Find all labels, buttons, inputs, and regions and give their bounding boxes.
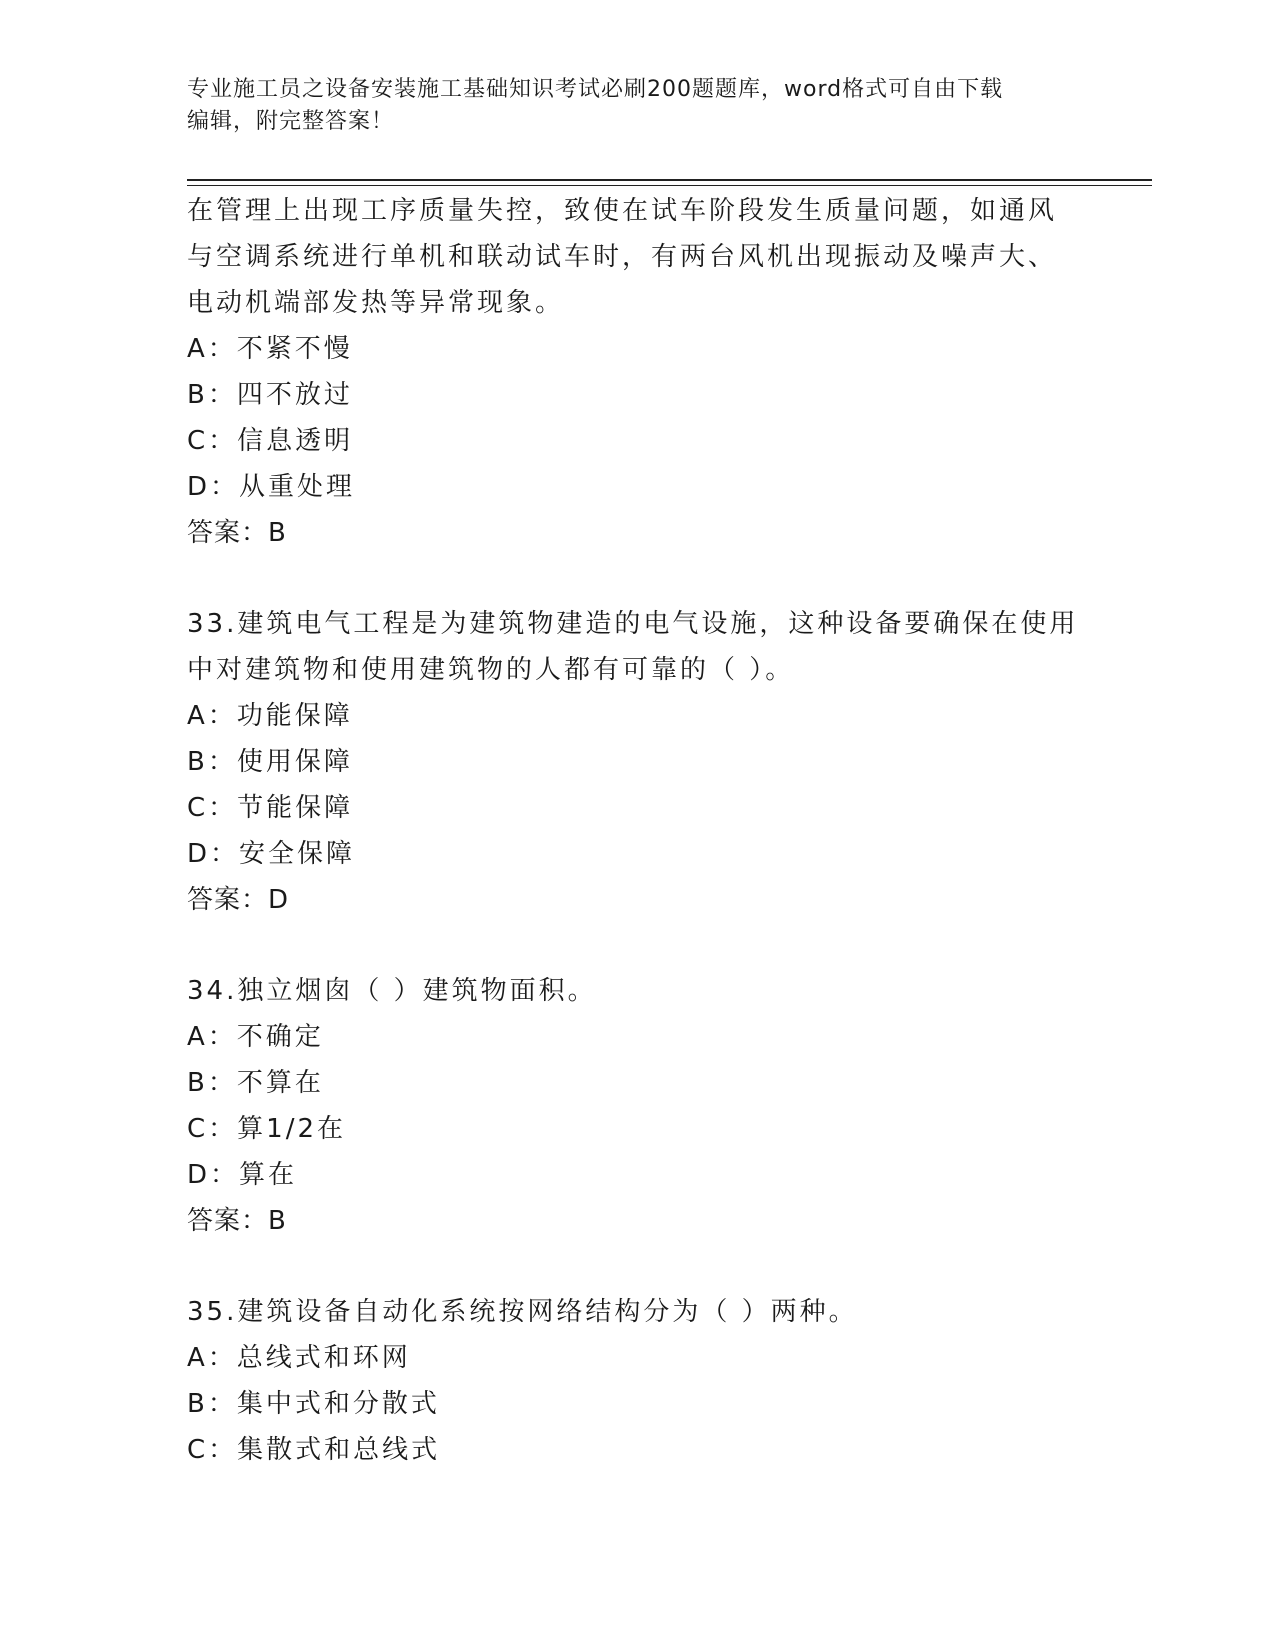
option-c: C：集散式和总线式 [187, 1435, 441, 1465]
header-divider-thick [187, 179, 1152, 181]
question-32 [187, 188, 1087, 556]
question-34 [187, 968, 1087, 1244]
header-title-line-2: 编辑，附完整答案！ [187, 109, 395, 134]
spacer [187, 556, 1087, 601]
option-b: B：使用保障 [187, 747, 353, 777]
option-d: D：从重处理 [187, 472, 356, 502]
question-35 [187, 1289, 1087, 1473]
option-a: A：总线式和环网 [187, 1343, 411, 1373]
page-header [187, 74, 1067, 138]
option-b: B：不算在 [187, 1068, 324, 1098]
option-c: C：信息透明 [187, 426, 354, 456]
question-text-line: 在管理上出现工序质量失控，致使在试车阶段发生质量问题，如通风 [187, 196, 1058, 226]
option-c: C：算1/2在 [187, 1114, 346, 1144]
answer: 答案：D [187, 885, 290, 915]
header-title-line-1: 专业施工员之设备安装施工基础知识考试必刷200题题库，word格式可自由下载 [187, 77, 1004, 102]
answer: 答案：B [187, 1206, 287, 1236]
question-text-line: 中对建筑物和使用建筑物的人都有可靠的（ ）。 [187, 655, 795, 685]
option-d: D：安全保障 [187, 839, 356, 869]
option-a: A：不紧不慢 [187, 334, 353, 364]
option-c: C：节能保障 [187, 793, 354, 823]
option-a: A：不确定 [187, 1022, 324, 1052]
question-text-line: 电动机端部发热等异常现象。 [187, 288, 565, 318]
question-text-line: 35.建筑设备自动化系统按网络结构分为（ ）两种。 [187, 1297, 858, 1327]
option-b: B：集中式和分散式 [187, 1389, 440, 1419]
question-list [187, 188, 1087, 1473]
question-text-line: 34.独立烟囱（ ）建筑物面积。 [187, 976, 597, 1006]
header-divider-thin [187, 185, 1152, 186]
question-text-line: 33.建筑电气工程是为建筑物建造的电气设施，这种设备要确保在使用 [187, 609, 1079, 639]
option-b: B：四不放过 [187, 380, 353, 410]
spacer [187, 1244, 1087, 1289]
option-d: D：算在 [187, 1160, 298, 1190]
answer: 答案：B [187, 518, 287, 548]
question-text-line: 与空调系统进行单机和联动试车时，有两台风机出现振动及噪声大、 [187, 242, 1058, 272]
question-33 [187, 601, 1087, 923]
option-a: A：功能保障 [187, 701, 353, 731]
spacer [187, 923, 1087, 968]
